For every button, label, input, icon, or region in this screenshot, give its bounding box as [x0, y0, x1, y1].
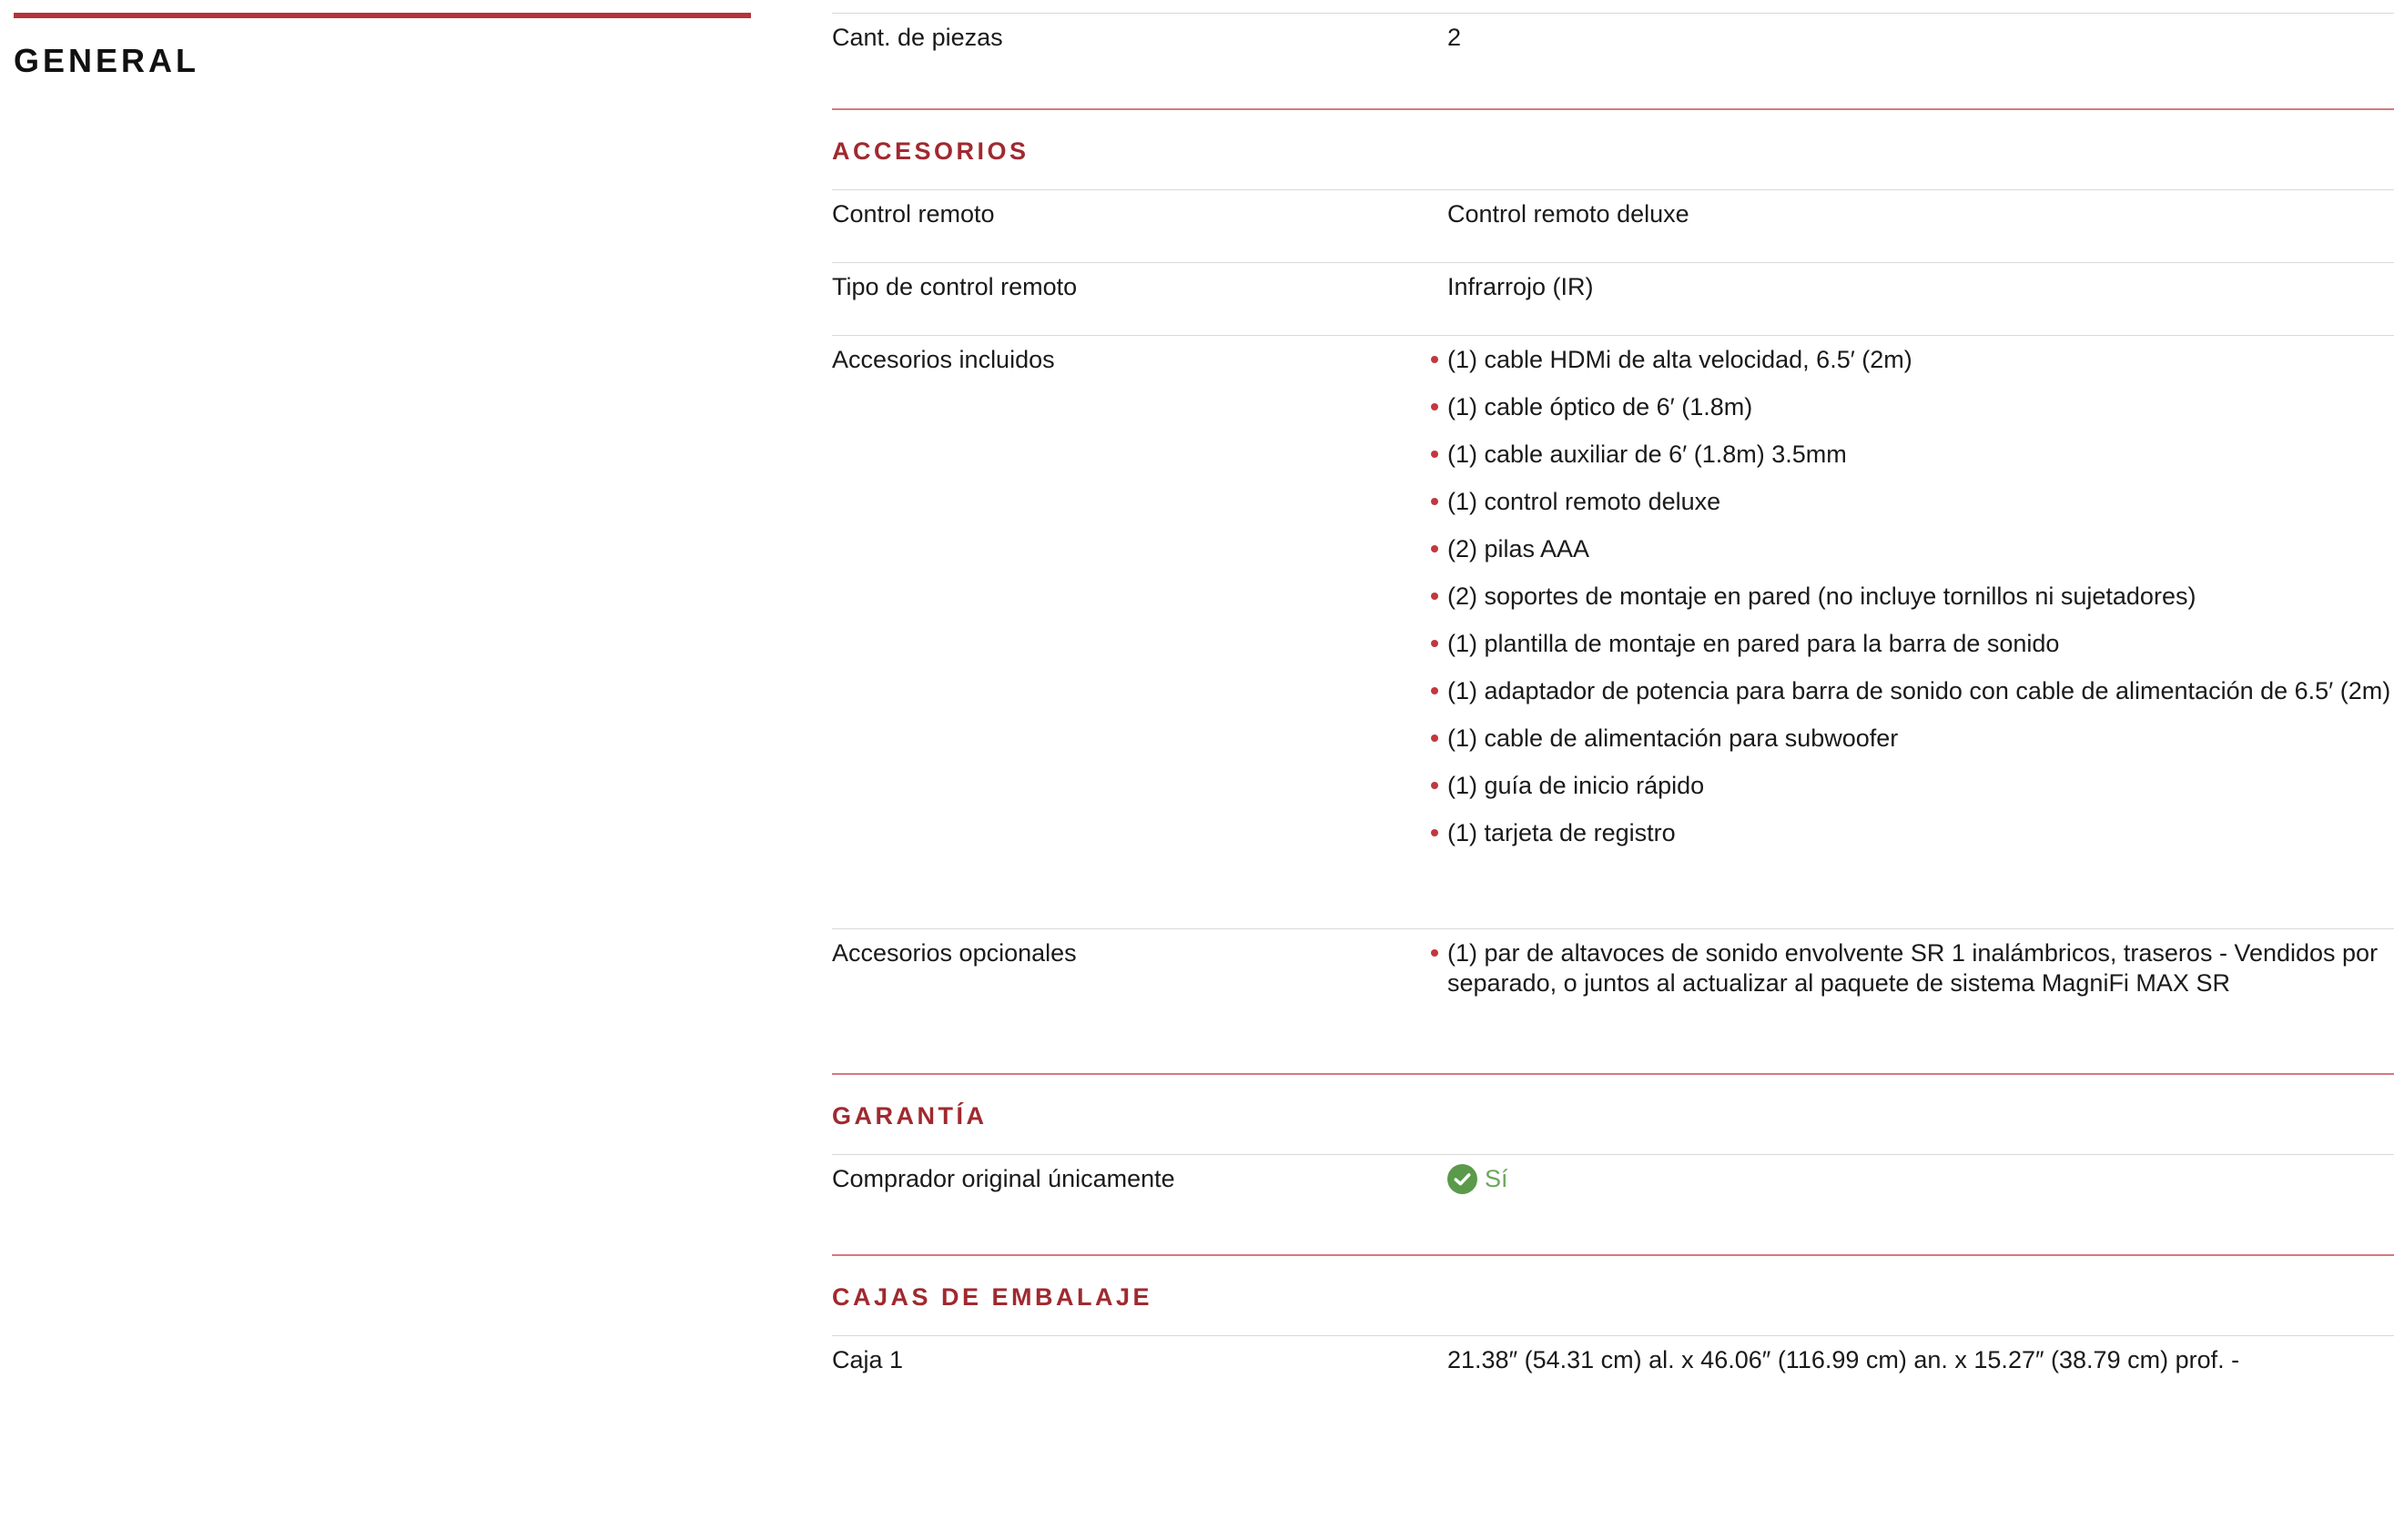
spec-label: Control remoto [832, 200, 995, 228]
included-accessories-list [1447, 345, 2394, 848]
spec-label: Tipo de control remoto [832, 273, 1078, 300]
list-item: (1) par de altavoces de sonido envolvente SR 1 inalámbricos, traseros - Vendidos por separado, o juntos al actualizar al paquete de sistema MagniFi MAX SR [1447, 938, 2394, 998]
warranty-status [1447, 1164, 1508, 1194]
list-item: (1) cable auxiliar de 6′ (1.8m) 3.5mm [1447, 440, 2394, 470]
spec-value: Control remoto deluxe [1447, 200, 1689, 228]
spec-row-accesorios-opcionales [832, 928, 2394, 1073]
spec-value [1447, 1155, 2394, 1254]
list-item: (2) soportes de montaje en pared (no incluye tornillos ni sujetadores) [1447, 582, 2394, 612]
spec-value [1447, 336, 2394, 928]
check-circle-icon [1447, 1164, 1477, 1194]
spec-value: Infrarrojo (IR) [1447, 273, 1594, 300]
spec-row-cant-piezas [832, 13, 2394, 108]
spec-row-tipo-control [832, 262, 2394, 335]
spec-row-control-remoto [832, 189, 2394, 262]
spec-label: Caja 1 [832, 1346, 904, 1373]
list-item: (1) adaptador de potencia para barra de sonido con cable de alimentación de 6.5′ (2m) [1447, 676, 2394, 706]
list-item: (2) pilas AAA [1447, 534, 2394, 564]
list-item: (1) tarjeta de registro [1447, 818, 2394, 848]
list-item: (1) plantilla de montaje en pared para la barra de sonido [1447, 629, 2394, 659]
spec-label: Comprador original únicamente [832, 1165, 1175, 1192]
spec-label: Accesorios incluidos [832, 346, 1055, 373]
section-title-general: GENERAL [14, 42, 200, 79]
left-column [14, 13, 751, 80]
subsection-heading-accesorios: ACCESORIOS [832, 108, 2394, 189]
spec-value: 2 [1447, 24, 1462, 51]
subsection-heading-cajas: CAJAS DE EMBALAJE [832, 1254, 2394, 1335]
list-item: (1) control remoto deluxe [1447, 487, 2394, 517]
list-item: (1) cable óptico de 6′ (1.8m) [1447, 392, 2394, 422]
spec-label: Cant. de piezas [832, 24, 1003, 51]
list-item: (1) cable de alimentación para subwoofer [1447, 724, 2394, 754]
spec-row-caja-1 [832, 1335, 2394, 1408]
spec-value: 21.38″ (54.31 cm) al. x 46.06″ (116.99 cm) an. x 15.27″ (38.79 cm) prof. - [1447, 1346, 2240, 1373]
section-accent-rule [14, 13, 751, 18]
spec-row-accesorios-incluidos [832, 335, 2394, 928]
spec-table [832, 13, 2394, 1408]
list-item: (1) cable HDMi de alta velocidad, 6.5′ (2m) [1447, 345, 2394, 375]
warranty-value: Sí [1485, 1165, 1508, 1192]
spec-value [1447, 929, 2394, 1073]
spec-label: Accesorios opcionales [832, 939, 1077, 967]
optional-accessories-list [1447, 938, 2394, 998]
subsection-heading-garantia: GARANTÍA [832, 1073, 2394, 1154]
spec-row-garantia [832, 1154, 2394, 1254]
list-item: (1) guía de inicio rápido [1447, 771, 2394, 801]
